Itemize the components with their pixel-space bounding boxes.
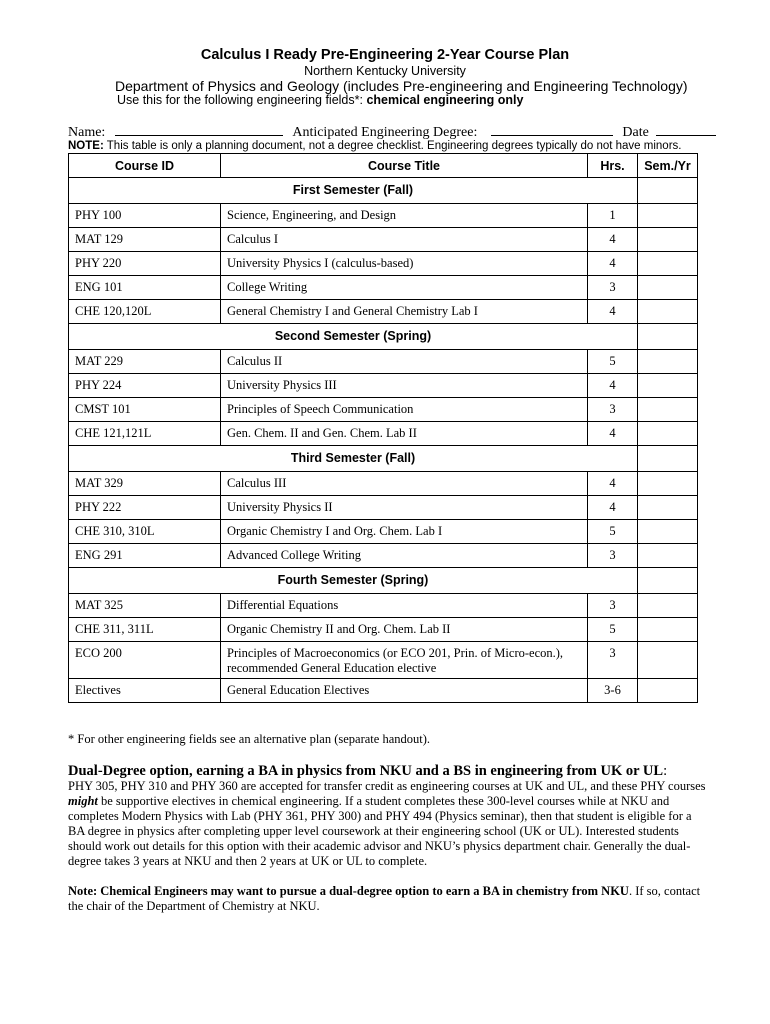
note-label: NOTE: bbox=[68, 140, 104, 152]
university-name: Northern Kentucky University bbox=[304, 64, 466, 78]
sem-yr-cell[interactable] bbox=[638, 642, 698, 679]
course-hours: 5 bbox=[588, 350, 638, 374]
course-title: Advanced College Writing bbox=[221, 544, 588, 568]
course-id: ENG 291 bbox=[69, 544, 221, 568]
course-id: PHY 220 bbox=[69, 252, 221, 276]
sem-yr-cell[interactable] bbox=[638, 374, 698, 398]
dual-degree-text-2: be supportive electives in chemical engineering. If a student completes these 300-level courses while at NKU and completes Modern Physics with Lab (PHY 361, PHY 300) and PHY 494 (Physics seminar), then that student is eligible for a BA degree in physics after completing upper level coursework at their engineering school (UK or UL). Interested students should work out details for this option with their academic advisor and NKU’s physics department chair. Generally the dual-degree takes 3 years at NKU and then 2 years at UK or UL to complete. bbox=[68, 794, 692, 868]
course-hours: 3 bbox=[588, 594, 638, 618]
sem-yr-cell[interactable] bbox=[638, 228, 698, 252]
course-id: MAT 129 bbox=[69, 228, 221, 252]
course-hours: 5 bbox=[588, 520, 638, 544]
semester-year-cell[interactable] bbox=[638, 568, 698, 594]
course-title: Gen. Chem. II and Gen. Chem. Lab II bbox=[221, 422, 588, 446]
date-field[interactable] bbox=[656, 123, 716, 136]
table-row bbox=[69, 422, 698, 446]
course-id: CHE 310, 310L bbox=[69, 520, 221, 544]
table-row bbox=[69, 642, 698, 679]
dual-degree-heading-colon: : bbox=[663, 763, 668, 779]
semester-title: Third Semester (Fall) bbox=[69, 446, 638, 472]
dual-degree-text-1: PHY 305, PHY 310 and PHY 360 are accepted for transfer credit as engineering courses at UK and UL, and these PHY courses bbox=[68, 779, 706, 793]
course-id: MAT 229 bbox=[69, 350, 221, 374]
table-row bbox=[69, 276, 698, 300]
dual-degree-paragraph bbox=[68, 779, 708, 869]
course-title: Organic Chemistry II and Org. Chem. Lab II bbox=[221, 618, 588, 642]
course-hours: 4 bbox=[588, 300, 638, 324]
department-name: Department of Physics and Geology (includes Pre-engineering and Engineering Technology) bbox=[115, 78, 688, 94]
course-id: Electives bbox=[69, 679, 221, 703]
semester-title: First Semester (Fall) bbox=[69, 178, 638, 204]
degree-label: Anticipated Engineering Degree: bbox=[292, 125, 478, 140]
semester-header-row bbox=[69, 324, 698, 350]
document-title: Calculus I Ready Pre-Engineering 2-Year Course Plan bbox=[200, 47, 570, 63]
table-row bbox=[69, 398, 698, 422]
semester-year-cell[interactable] bbox=[638, 446, 698, 472]
course-id: ENG 101 bbox=[69, 276, 221, 300]
course-plan-table bbox=[68, 153, 698, 703]
table-row bbox=[69, 350, 698, 374]
semester-header-row bbox=[69, 446, 698, 472]
table-row bbox=[69, 252, 698, 276]
semester-title: Fourth Semester (Spring) bbox=[69, 568, 638, 594]
semester-year-cell[interactable] bbox=[638, 324, 698, 350]
sem-yr-cell[interactable] bbox=[638, 618, 698, 642]
semester-header-row bbox=[69, 178, 698, 204]
course-title: General Chemistry I and General Chemistry Lab I bbox=[221, 300, 588, 324]
table-header-row bbox=[69, 154, 698, 178]
course-hours: 4 bbox=[588, 472, 638, 496]
course-id: CHE 121,121L bbox=[69, 422, 221, 446]
sem-yr-cell[interactable] bbox=[638, 422, 698, 446]
course-title: University Physics I (calculus-based) bbox=[221, 252, 588, 276]
course-hours: 4 bbox=[588, 228, 638, 252]
course-id: CHE 311, 311L bbox=[69, 618, 221, 642]
chemistry-note-rest: . If so, contact the chair of the Department of Chemistry at NKU. bbox=[68, 884, 701, 913]
table-row bbox=[69, 300, 698, 324]
table-row bbox=[69, 496, 698, 520]
sem-yr-cell[interactable] bbox=[638, 679, 698, 703]
student-info-row bbox=[68, 123, 698, 141]
sem-yr-cell[interactable] bbox=[638, 496, 698, 520]
chemistry-note-bold: Note: Chemical Engineers may want to pursue a dual-degree option to earn a BA in chemistry from NKU bbox=[68, 884, 629, 898]
course-title: Principles of Speech Communication bbox=[221, 398, 588, 422]
table-row bbox=[69, 618, 698, 642]
dual-degree-heading bbox=[68, 763, 667, 780]
degree-field[interactable] bbox=[491, 123, 613, 136]
semester-header-row bbox=[69, 568, 698, 594]
table-row bbox=[69, 228, 698, 252]
course-id: MAT 325 bbox=[69, 594, 221, 618]
course-id: CHE 120,120L bbox=[69, 300, 221, 324]
sem-yr-cell[interactable] bbox=[638, 594, 698, 618]
name-label: Name: bbox=[68, 125, 106, 140]
course-title: University Physics II bbox=[221, 496, 588, 520]
course-hours: 4 bbox=[588, 422, 638, 446]
engineering-fields-line bbox=[117, 93, 523, 107]
footnote: * For other engineering fields see an alternative plan (separate handout). bbox=[68, 732, 431, 746]
note-text: This table is only a planning document, not a degree checklist. Engineering degrees typically do not have minors. bbox=[103, 140, 682, 152]
sem-yr-cell[interactable] bbox=[638, 300, 698, 324]
dual-degree-emphasis: might bbox=[68, 794, 98, 808]
sem-yr-cell[interactable] bbox=[638, 472, 698, 496]
course-hours: 5 bbox=[588, 618, 638, 642]
course-hours: 4 bbox=[588, 252, 638, 276]
header-course-title: Course Title bbox=[221, 154, 588, 178]
table-row bbox=[69, 520, 698, 544]
sem-yr-cell[interactable] bbox=[638, 544, 698, 568]
course-title: Calculus II bbox=[221, 350, 588, 374]
course-hours: 3 bbox=[588, 642, 638, 679]
course-title: Organic Chemistry I and Org. Chem. Lab I bbox=[221, 520, 588, 544]
sem-yr-cell[interactable] bbox=[638, 252, 698, 276]
date-label: Date bbox=[622, 125, 649, 140]
table-row bbox=[69, 594, 698, 618]
course-title: College Writing bbox=[221, 276, 588, 300]
fields-value: chemical engineering only bbox=[366, 93, 524, 107]
sem-yr-cell[interactable] bbox=[638, 276, 698, 300]
course-title: Principles of Macroeconomics (or ECO 201, Prin. of Micro-econ.), recommended General Education elective bbox=[221, 642, 588, 679]
course-id: PHY 100 bbox=[69, 204, 221, 228]
course-hours: 3-6 bbox=[588, 679, 638, 703]
table-row bbox=[69, 204, 698, 228]
name-field[interactable] bbox=[115, 123, 283, 136]
header-semester-year: Sem./Yr bbox=[638, 154, 698, 178]
course-title: Science, Engineering, and Design bbox=[221, 204, 588, 228]
course-hours: 3 bbox=[588, 544, 638, 568]
fields-prefix: Use this for the following engineering fields*: bbox=[117, 93, 367, 107]
course-hours: 3 bbox=[588, 276, 638, 300]
table-row bbox=[69, 679, 698, 703]
dual-degree-heading-text: Dual-Degree option, earning a BA in physics from NKU and a BS in engineering from UK or UL bbox=[68, 763, 664, 779]
course-id: ECO 200 bbox=[69, 642, 221, 679]
chemistry-note bbox=[68, 884, 708, 914]
course-title: University Physics III bbox=[221, 374, 588, 398]
course-title: Differential Equations bbox=[221, 594, 588, 618]
course-id: PHY 224 bbox=[69, 374, 221, 398]
course-id: PHY 222 bbox=[69, 496, 221, 520]
course-title: Calculus I bbox=[221, 228, 588, 252]
course-id: CMST 101 bbox=[69, 398, 221, 422]
planning-note bbox=[68, 140, 681, 152]
table-row bbox=[69, 374, 698, 398]
sem-yr-cell[interactable] bbox=[638, 204, 698, 228]
course-id: MAT 329 bbox=[69, 472, 221, 496]
semester-title: Second Semester (Spring) bbox=[69, 324, 638, 350]
course-title: General Education Electives bbox=[221, 679, 588, 703]
course-title: Calculus III bbox=[221, 472, 588, 496]
course-hours: 1 bbox=[588, 204, 638, 228]
table-row bbox=[69, 472, 698, 496]
sem-yr-cell[interactable] bbox=[638, 398, 698, 422]
table-row bbox=[69, 544, 698, 568]
sem-yr-cell[interactable] bbox=[638, 520, 698, 544]
header-hours: Hrs. bbox=[588, 154, 638, 178]
course-hours: 4 bbox=[588, 374, 638, 398]
course-hours: 3 bbox=[588, 398, 638, 422]
course-hours: 4 bbox=[588, 496, 638, 520]
sem-yr-cell[interactable] bbox=[638, 350, 698, 374]
semester-year-cell[interactable] bbox=[638, 178, 698, 204]
header-course-id: Course ID bbox=[69, 154, 221, 178]
